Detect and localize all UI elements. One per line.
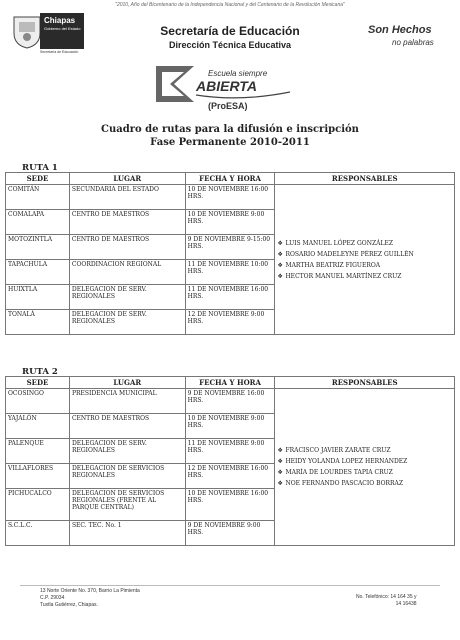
responsable-name: HEIDY YOLANDA LOPEZ HERNANDEZ	[285, 458, 408, 465]
ruta-1-title: RUTA 1	[22, 163, 58, 173]
bullet-icon: ❖	[277, 458, 283, 465]
address-line-1: 13 Norte Oriente No. 370, Barrio La Pimienta	[40, 588, 140, 594]
sede-cell: YAJALÓN	[6, 414, 70, 439]
list-item	[277, 458, 452, 465]
col-lugar: LUGAR	[69, 377, 185, 389]
slogan-line-2: no palabras	[392, 38, 434, 47]
lugar-cell: PRESIDENCIA MUNICIPAL	[69, 389, 185, 414]
sede-cell: COMITÁN	[6, 185, 70, 210]
fecha-cell: 10 DE NOVIEMBRE 16:00 HRS.	[185, 185, 275, 210]
logo-line-3: (ProESA)	[208, 101, 248, 111]
sede-cell: VILLAFLORES	[6, 464, 70, 489]
list-item	[277, 469, 452, 476]
lugar-cell: DELEGACION DE SERV. REGIONALES	[69, 285, 185, 310]
bullet-icon: ❖	[277, 469, 283, 476]
sede-cell: OCOSINGO	[6, 389, 70, 414]
header-title: Secretaría de Educación	[160, 24, 300, 38]
responsable-name: MARÍA DE LOURDES TAPIA CRUZ	[285, 469, 393, 476]
lugar-cell: SECUNDARIA DEL ESTADO	[69, 185, 185, 210]
col-sede: SEDE	[6, 377, 70, 389]
fecha-cell: 11 DE NOVIEMBRE 9:00 HRS.	[185, 439, 275, 464]
state-seal-icon	[10, 13, 44, 49]
address-line-2: C.P. 29034	[40, 595, 65, 601]
proesa-logo	[150, 62, 300, 116]
footer-address	[40, 588, 140, 609]
sede-cell: S.C.L.C.	[6, 521, 70, 546]
table-header-row	[6, 173, 455, 185]
sede-cell: TAPACHULA	[6, 260, 70, 285]
table-row	[6, 389, 455, 414]
ruta-1-table	[5, 172, 455, 335]
sede-cell: PALENQUE	[6, 439, 70, 464]
ruta-2-title: RUTA 2	[22, 367, 58, 377]
fecha-cell: 12 DE NOVIEMBRE 9:00 HRS.	[185, 310, 275, 335]
logo-line-1: Escuela siempre	[208, 69, 268, 78]
lugar-cell: CENTRO DE MAESTROS	[69, 210, 185, 235]
sede-cell: HUIXTLA	[6, 285, 70, 310]
responsable-name: HECTOR MANUEL MARTÍNEZ CRUZ	[285, 272, 402, 280]
col-responsables: RESPONSABLES	[275, 173, 455, 185]
state-name: Chiapas	[44, 16, 76, 25]
fecha-cell: 12 DE NOVIEMBRE 16:00 HRS.	[185, 464, 275, 489]
col-fecha: FECHA Y HORA	[185, 173, 275, 185]
lugar-cell: COORDINACION REGIONAL	[69, 260, 185, 285]
sede-cell: MOTOZINTLA	[6, 235, 70, 260]
header-subtitle: Dirección Técnica Educativa	[168, 40, 292, 50]
list-item	[277, 240, 452, 247]
fecha-cell: 10 DE NOVIEMBRE 16:00 HRS.	[185, 489, 275, 521]
footer-divider	[20, 585, 440, 586]
col-sede: SEDE	[6, 173, 70, 185]
bullet-icon: ❖	[277, 272, 283, 280]
state-sub: Secretaría de Educación	[40, 50, 79, 54]
list-item	[277, 251, 452, 258]
lugar-cell: SEC. TEC. No. 1	[69, 521, 185, 546]
phone-line-2: 14 16438	[395, 601, 417, 607]
bullet-icon: ❖	[277, 261, 283, 269]
lugar-cell: DELEGACION DE SERVICIOS REGIONALES (FRENTE AL PARQUE CENTRAL)	[69, 489, 185, 521]
lugar-cell: DELEGACION DE SERV. REGIONALES	[69, 310, 185, 335]
table-row	[6, 185, 455, 210]
lugar-cell: CENTRO DE MAESTROS	[69, 414, 185, 439]
sede-cell: COMALAPA	[6, 210, 70, 235]
col-lugar: LUGAR	[69, 173, 185, 185]
col-fecha: FECHA Y HORA	[185, 377, 275, 389]
responsable-name: ROSARIO MADELEYNE PÉREZ GUILLÉN	[285, 250, 414, 258]
ruta-2-table	[5, 376, 455, 546]
slogan-line-1: Son Hechos	[368, 24, 432, 36]
fecha-cell: 11 DE NOVIEMBRE 16:00 HRS.	[185, 285, 275, 310]
list-item	[277, 273, 452, 280]
responsable-name: NOE FERNANDO PASCACIO BORRAZ	[285, 480, 404, 487]
address-line-3: Tuxtla Gutiérrez, Chiapas.	[40, 602, 98, 608]
responsable-name: MARTHA BEATRIZ FIGUEROA	[285, 261, 381, 269]
lugar-cell: DELEGACION DE SERV. REGIONALES	[69, 439, 185, 464]
lugar-cell: CENTRO DE MAESTROS	[69, 235, 185, 260]
lugar-cell: DELEGACION DE SERVICIOS REGIONALES	[69, 464, 185, 489]
list-item	[277, 262, 452, 269]
sede-cell: PICHUCALCO	[6, 489, 70, 521]
bullet-icon: ❖	[277, 480, 283, 487]
responsables-cell	[275, 185, 455, 335]
fecha-cell: 10 DE NOVIEMBRE 9:00 HRS.	[185, 414, 275, 439]
logo-line-2: ABIERTA	[196, 78, 257, 94]
footer-phone	[356, 594, 417, 608]
phone-line-1: No. Telefónico: 14 164 35 y	[356, 594, 417, 600]
col-responsables: RESPONSABLES	[275, 377, 455, 389]
sede-cell: TONALÁ	[6, 310, 70, 335]
bullet-icon: ❖	[277, 250, 283, 258]
document-subtitle: Fase Permanente 2010-2011	[150, 137, 310, 148]
state-badge	[40, 13, 84, 49]
fecha-cell: 9 DE NOVIEMBRE 9-15:00 HRS.	[185, 235, 275, 260]
responsables-cell	[275, 389, 455, 546]
list-item	[277, 447, 452, 454]
fecha-cell: 9 DE NOVIEMBRE 16:00 HRS.	[185, 389, 275, 414]
motto-line: "2010, Año del Bicentenario de la Independencia Nacional y del Centenario de la Revolución Mexicana"	[115, 2, 345, 8]
fecha-cell: 11 DE NOVIEMBRE 10:00 HRS.	[185, 260, 275, 285]
document-title: Cuadro de rutas para la difusión e inscripción	[101, 124, 359, 135]
responsable-name: LUIS MANUEL LÓPEZ GONZÁLEZ	[285, 239, 394, 247]
fecha-cell: 9 DE NOVIEMBRE 9:00 HRS.	[185, 521, 275, 546]
state-gov: Gobierno del Estado	[44, 26, 81, 31]
fecha-cell: 10 DE NOVIEMBRE 9:00 HRS.	[185, 210, 275, 235]
table-header-row	[6, 377, 455, 389]
list-item	[277, 480, 452, 487]
bullet-icon: ❖	[277, 239, 283, 247]
responsable-name: FRACISCO JAVIER ZARATE CRUZ	[285, 447, 391, 454]
bullet-icon: ❖	[277, 447, 283, 454]
